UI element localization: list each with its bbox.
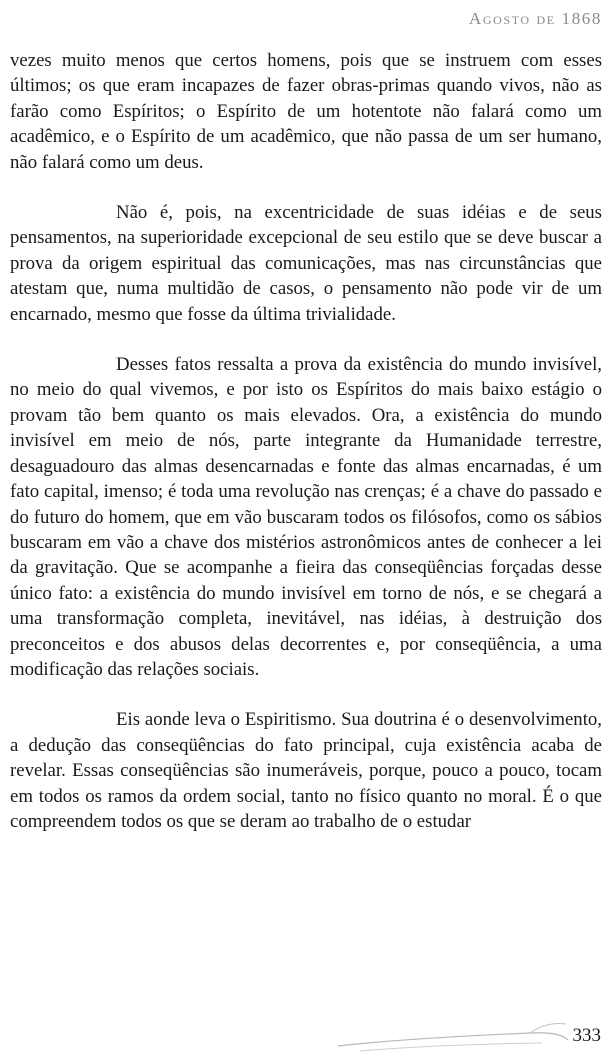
paragraph-4: Eis aonde leva o Espiritismo. Sua doutrina é o desenvolvimento, a dedução das conseqüências do fato principal, cuja existência acaba de revelar. Essas conseqüências são inumeráveis, porque, pouco a pouco, tocam em todos os ramos da ordem social, tanto no físico quanto no moral. É o que compreendem todos os que se deram ao trabalho de o estudar [10,709,602,832]
paragraph-3: Desses fatos ressalta a prova da existência do mundo invisível, no meio do qual vivemos, e por isto os Espíritos do mais baixo estágio o provam tão bem quanto os mais elevados. Ora, a existência do mundo invisível em meio de nós, parte integrante da Humanidade terrestre, desaguadouro das almas desencarnadas e fonte das almas encarnadas, é um fato capital, imenso; é toda uma revolução nas crenças; é a chave do passado e do futuro do homem, que em vão buscaram todos os filósofos, como os sábios buscaram em vão a chave dos mistérios astronômicos antes de conhecer a lei da gravitação. Que se acompanhe a fieira das conseqüências forçadas desse único fato: a existência do mundo invisível em torno de nós, e se chegará a uma transformação completa, inevitável, nas idéias, à destruição dos preconceitos e dos abusos delas decorrentes e, por conseqüência, a uma modificação das relações sociais. [10,354,602,680]
running-head: Agosto de 1868 [469,9,602,28]
paragraph-1: vezes muito menos que certos homens, pois que se instruem com esses últimos; os que eram incapazes de fazer obras-primas quando vivos, não as farão como Espíritos; o Espírito de um hotentote não falará como um acadêmico, e o Espírito de um acadêmico, que não passa de um ser humano, não falará como um deus. [10,50,602,173]
page-number-ornament [330,1016,575,1056]
page-number: 333 [572,1025,601,1046]
paragraph-2: Não é, pois, na excentricidade de suas idéias e de seus pensamentos, na superioridade excepcional de seu estilo que se deve buscar a prova da origem espiritual das comunicações, mas nas circunstâncias que atestam que, numa multidão de casos, o pensamento não pode vir de um encarnado, mesmo que fosse da última trivialidade. [10,202,602,325]
body-text [10,48,602,859]
